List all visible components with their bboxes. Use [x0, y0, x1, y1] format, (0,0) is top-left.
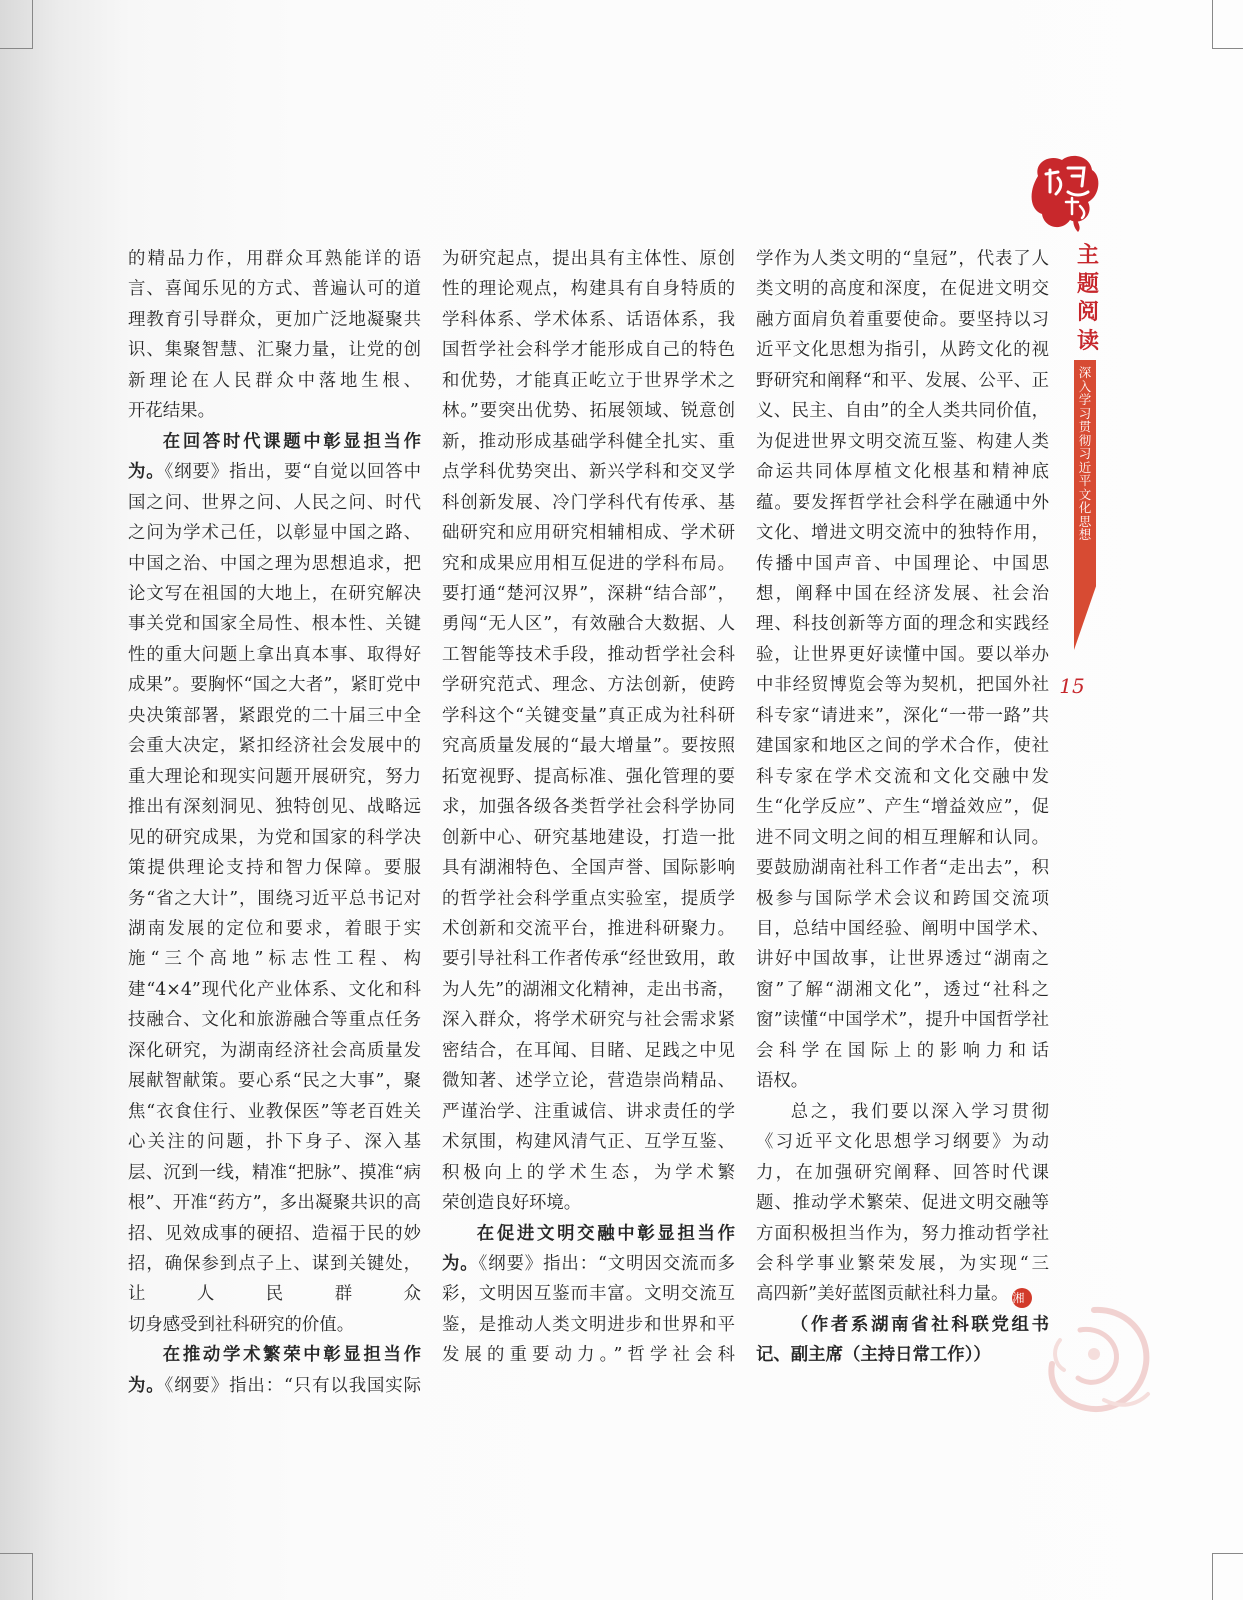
author-byline: 记、副主席（主持日常工作）） — [756, 1345, 991, 1366]
crop-mark-bottom-left — [0, 1553, 33, 1600]
author-byline: （作者系湖南省社科联党组书 — [790, 1314, 1049, 1335]
section-title: 主 题 阅 读 — [1076, 243, 1099, 354]
text-column-1 — [128, 244, 421, 1401]
text-column-2 — [442, 244, 735, 1371]
crop-mark-top-left — [0, 0, 33, 49]
paragraph: 的精品力作，用群众耳熟能详的语言、喜闻乐见的方式、普遍认可的道理教育引导群众，更加广泛地凝聚共识、集聚智慧、汇聚力量，让党的创新理论在人民群众中落地生根、 — [128, 249, 421, 391]
paragraph: 开花结果。 — [128, 401, 215, 422]
paragraph: 荣创造良好环境。 — [442, 1193, 582, 1214]
text-column-3 — [756, 244, 1049, 1371]
section-heading: 在回答时代课题中彰显担当作为。 — [128, 431, 421, 483]
paragraph: 在促进文明交融中彰显担当作为。《纲要》指出：“文明因交流而多彩，文明因互鉴而丰富。文明交流互鉴，是推动人类文明进步和世界和平发展的重要动力。”哲学社会科 — [442, 1223, 735, 1366]
phoenix-watermark-icon — [1024, 1290, 1164, 1430]
paragraph: 为研究起点，提出具有主体性、原创性的理论观点，构建具有自身特质的学科体系、学术体系、话语体系，我国哲学社会科学才能形成自己的特色和优势，才能真正屹立于世界学术之林。”要突出优势、拓展领域、锐意创新，推动形成基础学科健全扎实、重点学科优势突出、新兴学科和交叉学科创新发展、冷门学科代有传承、基础研究和应用研究相辅相成、学术研究和成果应用相互促进的学科布局。要打通“楚河汉界”，深耕“结合部”，勇闯“无人区”，有效融合大数据、人工智能等技术手段，推动哲学社会科学研究范式、理念、方法创新，使跨学科这个“关键变量”真正成为社科研究高质量发展的“最大增量”。要按照拓宽视野、提高标准、强化管理的要求，加强各级各类哲学社会科学协同创新中心、研究基地建设，打造一批具有湖湘特色、全国声誉、国际影响的哲学社会科学重点实验室，提质学术创新和交流平台，推进科研聚力。要引导社科工作者传承“经世致用，敢为人先”的湖湘文化精神，走出书斋，深入群众，将学术研究与社会需求紧密结合，在耳闻、目睹、足践之中见微知著、述学立论，营造崇尚精品、严谨治学、注重诚信、讲求责任的学术氛围，构建风清气正、互学互鉴、积极向上的学术生态，为学术繁 — [442, 249, 735, 1183]
magazine-logo — [1028, 152, 1102, 234]
paragraph: 切身感受到社科研究的价值。 — [128, 1314, 355, 1335]
logo-ink-splash-icon — [1028, 152, 1102, 234]
paragraph: 在回答时代课题中彰显担当作为。《纲要》指出，要“自觉以回答中国之问、世界之问、人民之问、时代之问为学术己任，以彰显中国之路、中国之治、中国之理为思想追求，把论文写在祖国的大地上，在研究解决事关党和国家全局性、根本性、关键性的重大问题上拿出真本事、取得好成果”。要胸怀“国之大者”，紧盯党中央决策部署，紧跟党的二十届三中全会重大决定，紧扣经济社会发展中的重大理论和现实问题开展研究，努力推出有深刻洞见、独特创见、战略远见的研究成果，为党和国家的科学决策提供理论支持和智力保障。要服务“省之大计”，围绕习近平总书记对湖南发展的定位和要求，着眼于实施“三个高地”标志性工程、构建“4×4”现代化产业体系、文化和科技融合、文化和旅游融合等重点任务深化研究，为湖南经济社会高质量发展献智献策。要心系“民之大事”，聚焦“衣食住行、业教保医”等老百姓关心关注的问题，扑下身子、深入基层、沉到一线，精准“把脉”、摸准“病根”、开准“药方”，多出凝聚共识的高招、见效成事的硬招、造福于民的妙招，确保参到点子上、谋到关键处，让人民群众 — [128, 431, 421, 1305]
paragraph: 在推动学术繁荣中彰显担当作为。《纲要》指出：“只有以我国实际 — [128, 1345, 421, 1396]
crop-mark-bottom-right — [1212, 1553, 1243, 1600]
crop-mark-top-right — [1212, 0, 1243, 49]
paragraph: 学作为人类文明的“皇冠”，代表了人类文明的高度和深度，在促进文明交融方面肩负着重要使命。要坚持以习近平文化思想为指引，从跨文化的视野研究和阐释“和平、发展、公平、正义、民主、自由”的全人类共同价值，为促进世界文明交流互鉴、构建人类命运共同体厚植文化根基和精神底蕴。要发挥哲学社会科学在融通中外文化、增进文明交流中的独特作用，传播中国声音、中国理论、中国思想，阐释中国在经济发展、社会治理、科技创新等方面的理念和实践经验，让世界更好读懂中国。要以举办中非经贸博览会等为契机，把国外社科专家“请进来”，深化“一带一路”共建国家和地区之间的学术合作，使社科专家在学术交流和文化交融中发生“化学反应”、产生“增益效应”，促进不同文明之间的相互理解和认同。要鼓励湖南社科工作者“走出去”，积极参与国际学术会议和跨国交流项目，总结中国经验、阐明中国学术、讲好中国故事，让世界透过“湖南之窗”了解“湖湘文化”，透过“社科之窗”读懂“中国学术”，提升中国哲学社会科学在国际上的影响力和话 — [756, 249, 1049, 1061]
section-subtitle: 深 入 学 习 贯 彻 习 近 平 文 化 思 想 — [1078, 365, 1092, 542]
end-mark-icon: 湘 — [1012, 1288, 1032, 1308]
paragraph: 语权。 — [756, 1071, 809, 1092]
paragraph: 总之，我们要以深入学习贯彻《习近平文化思想学习纲要》为动力，在加强研究阐释、回答时代课题、推动学术繁荣、促进文明交融等方面积极担当作为，努力推动哲学社会科学事业繁荣发展，为实现“三 — [756, 1101, 1049, 1274]
page-number: 15 — [1059, 674, 1085, 698]
section-heading: 在推动学术繁荣中彰显担当作为。 — [128, 1345, 421, 1396]
section-heading: 在促进文明交融中彰显担当作为。 — [442, 1223, 735, 1274]
paragraph: 高四新”美好蓝图贡献社科力量。 湘 — [756, 1279, 1049, 1309]
